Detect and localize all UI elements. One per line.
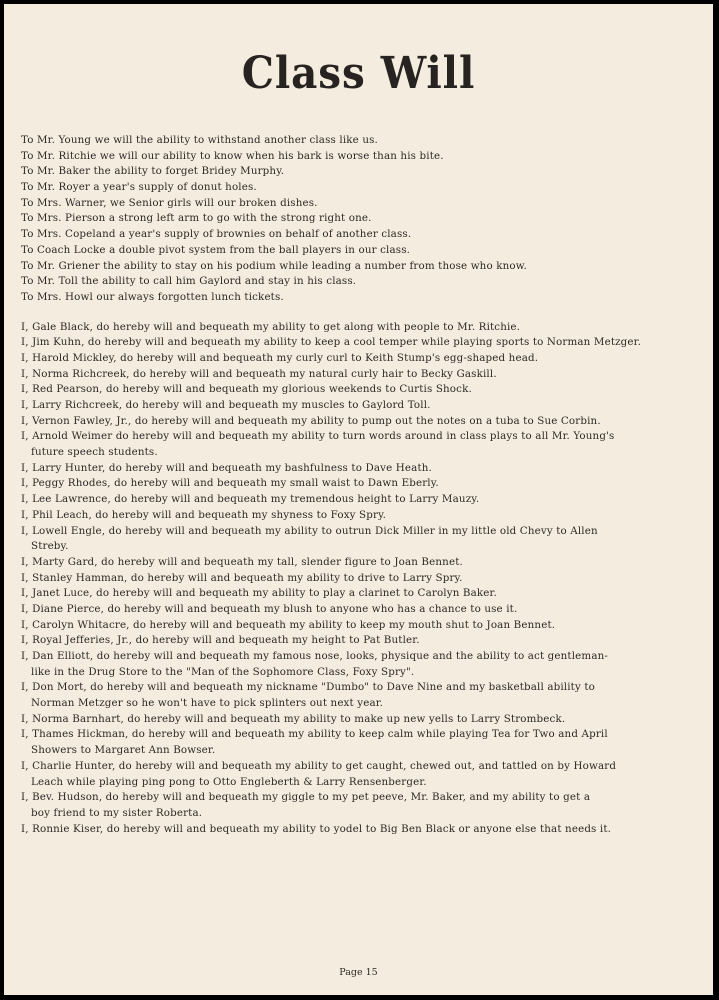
student-line: future speech students. (31, 446, 158, 459)
faculty-line: To Mr. Royer a year's supply of donut holes. (21, 181, 257, 194)
page-title: Class Will (241, 48, 476, 99)
student-line: I, Marty Gard, do hereby will and bequeath my tall, slender figure to Joan Bennet. (21, 555, 463, 568)
student-line: like in the Drug Store to the "Man of the Sophomore Class, Foxy Spry". (31, 665, 415, 678)
faculty-line: To Mr. Young we will the ability to withstand another class like us. (21, 134, 378, 146)
student-line: I, Lee Lawrence, do hereby will and bequeath my tremendous height to Larry Mauzy. (21, 493, 480, 506)
student-line: I, Dan Elliott, do hereby will and bequeath my famous nose, looks, physique and the ability to act gentleman- (21, 650, 609, 662)
student-line: boy friend to my sister Roberta. (31, 806, 203, 819)
student-line: I, Stanley Hamman, do hereby will and bequeath my ability to drive to Larry Spry. (21, 571, 463, 584)
document-page (4, 4, 713, 995)
student-line: Streby. (31, 540, 69, 553)
page-number: Page 15 (339, 967, 378, 978)
student-line: I, Jim Kuhn, do hereby will and bequeath my ability to keep a cool temper while playing sports to Norman Metzger. (21, 336, 642, 349)
student-line: I, Harold Mickley, do hereby will and bequeath my curly curl to Keith Stump's egg-shaped head. (21, 351, 539, 364)
student-line: I, Larry Hunter, do hereby will and bequeath my bashfulness to Dave Heath. (21, 461, 432, 474)
student-line: I, Royal Jefferies, Jr., do hereby will and bequeath my height to Pat Butler. (21, 634, 420, 647)
student-line: I, Thames Hickman, do hereby will and bequeath my ability to keep calm while playing Tea for Two and April (21, 728, 608, 741)
faculty-line: To Mr. Ritchie we will our ability to know when his bark is worse than his bite. (21, 149, 444, 162)
student-line: I, Carolyn Whitacre, do hereby will and bequeath my ability to keep my mouth shut to Joan Bennet. (21, 618, 556, 631)
student-line: I, Lowell Engle, do hereby will and bequeath my ability to outrun Dick Miller in my little old Chevy to Allen (21, 524, 598, 537)
student-line: Showers to Margaret Ann Bowser. (31, 744, 216, 757)
faculty-line: To Coach Locke a double pivot system from the ball players in our class. (21, 243, 411, 256)
student-line: I, Norma Richcreek, do hereby will and bequeath my natural curly hair to Becky Gaskill. (21, 367, 497, 380)
faculty-line: To Mr. Toll the ability to call him Gaylord and stay in his class. (21, 275, 357, 288)
section-gap (21, 306, 697, 320)
faculty-line: To Mr. Griener the ability to stay on his podium while leading a number from those who know. (21, 259, 527, 272)
student-line: I, Charlie Hunter, do hereby will and bequeath my ability to get caught, chewed out, and tattled on by Howard (21, 759, 617, 772)
student-line: I, Norma Barnhart, do hereby will and bequeath my ability to make up new yells to Larry Strombeck. (21, 712, 566, 725)
student-line: I, Ronnie Kiser, do hereby will and bequeath my ability to yodel to Big Ben Black or anyone else that needs it. (21, 822, 612, 835)
students-section (21, 320, 697, 838)
student-line: I, Red Pearson, do hereby will and bequeath my glorious weekends to Curtis Shock. (21, 383, 472, 396)
student-line: I, Diane Pierce, do hereby will and bequeath my blush to anyone who has a chance to use it. (21, 602, 518, 615)
student-line: I, Arnold Weimer do hereby will and bequeath my ability to turn words around in class plays to all Mr. Young's (21, 430, 615, 443)
student-line: I, Larry Richcreek, do hereby will and bequeath my muscles to Gaylord Toll. (21, 399, 431, 411)
faculty-line: To Mr. Baker the ability to forget Bridey Murphy. (21, 165, 285, 178)
faculty-line: To Mrs. Howl our always forgotten lunch tickets. (21, 290, 284, 303)
student-line: I, Peggy Rhodes, do hereby will and bequeath my small waist to Dawn Eberly. (21, 477, 439, 490)
student-line: Leach while playing ping pong to Otto Engleberth & Larry Rensenberger. (31, 775, 427, 788)
document-body (21, 133, 697, 837)
student-line: Norman Metzger so he won't have to pick splinters out next year. (31, 697, 384, 710)
student-line: I, Bev. Hudson, do hereby will and bequeath my giggle to my pet peeve, Mr. Baker, and my ability to get a (21, 791, 591, 804)
faculty-line: To Mrs. Copeland a year's supply of brownies on behalf of another class. (21, 228, 412, 241)
student-line: I, Don Mort, do hereby will and bequeath my nickname "Dumbo" to Dave Nine and my basketball ability to (21, 681, 595, 694)
student-line: I, Janet Luce, do hereby will and bequeath my ability to play a clarinet to Carolyn Baker. (21, 587, 497, 600)
faculty-line: To Mrs. Warner, we Senior girls will our broken dishes. (21, 196, 318, 209)
student-line: I, Vernon Fawley, Jr., do hereby will and bequeath my ability to pump out the notes on a tuba to Sue Corbin. (21, 414, 601, 427)
student-line: I, Gale Black, do hereby will and bequeath my ability to get along with people to Mr. Ritchie. (21, 320, 521, 333)
student-line: I, Phil Leach, do hereby will and bequeath my shyness to Foxy Spry. (21, 508, 387, 521)
faculty-section (21, 133, 697, 306)
faculty-line: To Mrs. Pierson a strong left arm to go with the strong right one. (21, 212, 372, 225)
